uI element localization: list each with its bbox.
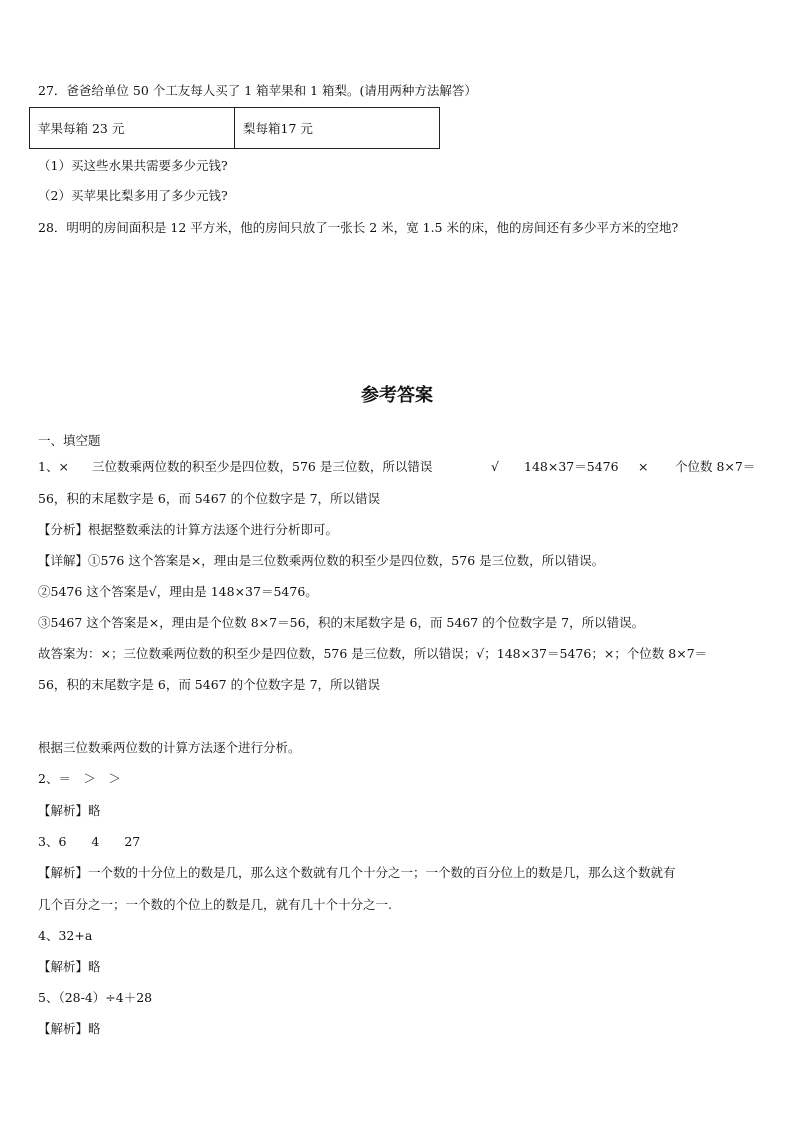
answer-1-conclusion-1: 故答案为：×；三位数乘两位数的积至少是四位数，576 是三位数，所以错误；√；148×37＝5476；×；个位数 8×7＝ [38,646,708,661]
section-fill-in-blank: 一、填空题 [38,433,101,448]
answer-4-analysis: 【解析】略 [38,959,101,974]
answer-1-cross: × [638,459,649,474]
answer-3: 3、6 4 27 [38,834,141,849]
answer-1-analysis: 【分析】根据整数乘法的计算方法逐个进行分析即可。 [38,522,339,537]
answer-1-reason: 三位数乘两位数的积至少是四位数，576 是三位数，所以错误 [92,459,433,474]
answer-5: 5、（28-4）÷4＋28 [38,990,153,1005]
answer-1-calc: 148×37＝5476 [524,459,619,474]
answer-5-analysis: 【解析】略 [38,1021,101,1036]
question-27: 27．爸爸给单位 50 个工友每人买了 1 箱苹果和 1 箱梨。(请用两种方法解答） [38,83,477,98]
answer-1-note: 根据三位数乘两位数的计算方法逐个进行分析。 [38,740,301,755]
answers-title: 参考答案 [361,385,433,406]
answer-1-detail-2: ②5476 这个答案是√，理由是 148×37＝5476。 [38,584,318,599]
answer-1-check: √ [491,459,499,474]
question-28: 28．明明的房间面积是 12 平方米，他的房间只放了一张长 2 米，宽 1.5 米的床，他的房间还有多少平方米的空地? [38,220,679,235]
answer-2-analysis: 【解析】略 [38,803,101,818]
answer-3-analysis-1: 【解析】一个数的十分位上的数是几，那么这个数就有几个十分之一；一个数的百分位上的数是几，那么这个数就有 [38,865,676,880]
answer-1-detail-1: 【详解】①576 这个答案是×，理由是三位数乘两位数的积至少是四位数，576 是三位数，所以错误。 [38,553,605,568]
answer-1-reason-3: 个位数 8×7＝ [675,459,756,474]
question-27-part-2: （2）买苹果比梨多用了多少元钱? [38,188,228,203]
apple-price-cell: 苹果每箱 23 元 [30,108,235,149]
answer-2: 2、＝ ＞ ＞ [38,771,121,786]
answer-1-number: 1、× [38,459,69,474]
answer-1-line-2: 56，积的末尾数字是 6，而 5467 的个位数字是 7，所以错误 [38,491,381,506]
question-27-part-1: （1）买这些水果共需要多少元钱? [38,158,228,173]
answer-3-analysis-2: 几个百分之一；一个数的个位上的数是几，就有几十个十分之一. [38,897,392,912]
price-table [29,107,440,149]
answer-1-detail-3: ③5467 这个答案是×，理由是个位数 8×7＝56，积的末尾数字是 6，而 5467 的个位数字是 7，所以错误。 [38,615,645,630]
answer-4: 4、32+a [38,928,93,943]
answer-1-conclusion-2: 56，积的末尾数字是 6，而 5467 的个位数字是 7，所以错误 [38,677,381,692]
pear-price-cell: 梨每箱17 元 [235,108,440,149]
